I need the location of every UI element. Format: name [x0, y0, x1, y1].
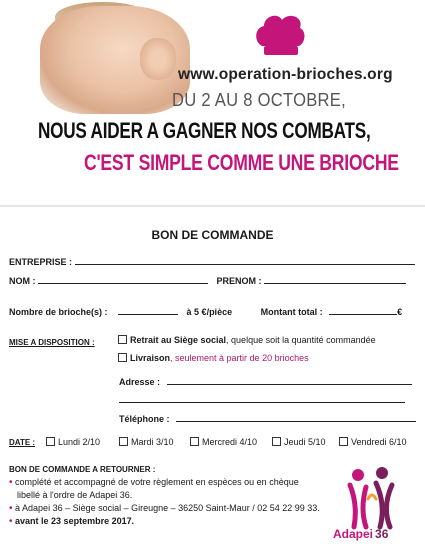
logo-name: Adapei [333, 527, 374, 541]
livraison-bold: Livraison [130, 353, 171, 363]
nom-field[interactable] [38, 274, 208, 284]
livraison-option[interactable] [118, 353, 309, 363]
day-label-5: Vendredi 6/10 [351, 437, 407, 447]
adapei-logo-text [333, 527, 388, 541]
day-option-4[interactable] [272, 437, 326, 447]
adresse-field[interactable] [167, 375, 412, 385]
telephone-label: Téléphone : [119, 414, 170, 424]
day-option-3[interactable] [190, 437, 257, 447]
prenom-field[interactable] [264, 274, 406, 284]
livraison-checkbox[interactable] [118, 353, 127, 362]
retour-item-3 [9, 516, 134, 527]
date-row [9, 437, 35, 447]
day-option-1[interactable] [46, 437, 100, 447]
nom-label: NOM : [9, 276, 36, 286]
retrait-option[interactable] [118, 335, 376, 345]
retour-item-text-1b: libellé à l'ordre de Adapei 36. [17, 490, 133, 500]
adresse-row [119, 375, 412, 387]
entreprise-label: ENTREPRISE : [9, 257, 73, 267]
day-option-2[interactable] [119, 437, 174, 447]
chef-hat-icon [252, 12, 308, 60]
adresse-row-2 [119, 393, 405, 405]
nom-prenom-row [9, 274, 406, 286]
day-option-5[interactable] [339, 437, 407, 447]
quantity-row [9, 305, 402, 317]
day-checkbox-3[interactable] [190, 437, 199, 446]
campaign-dates: DU 2 AU 8 OCTOBRE, [172, 90, 346, 110]
bullet-icon: • [9, 477, 13, 488]
mise-row [9, 337, 95, 347]
retour-item-1 [9, 477, 299, 488]
day-checkbox-5[interactable] [339, 437, 348, 446]
retrait-checkbox[interactable] [118, 335, 127, 344]
day-label-4: Jeudi 5/10 [284, 437, 326, 447]
livraison-rest: , seulement à partir de 20 brioches [170, 353, 309, 363]
slogan-line-1: NOUS AIDER A GAGNER NOS COMBATS, [38, 118, 371, 143]
adresse-label: Adresse : [119, 377, 161, 387]
retrait-bold: Retrait au Siège social [130, 335, 227, 345]
telephone-field[interactable] [176, 412, 416, 422]
adresse-field-2[interactable] [119, 393, 405, 403]
logo-number: 36 [375, 527, 389, 541]
retour-item-text-2: à Adapei 36 – Siège social – Gireugne – 36250 Saint-Maur / 02 54 22 99 33. [15, 503, 320, 513]
day-label-2: Mardi 3/10 [131, 437, 174, 447]
day-checkbox-2[interactable] [119, 437, 128, 446]
campaign-banner [0, 0, 425, 205]
bullet-icon: • [9, 503, 13, 514]
price-per-unit: à 5 €/pièce [186, 307, 233, 317]
montant-label: Montant total : [260, 307, 323, 317]
retour-item-2 [9, 503, 320, 514]
montant-field[interactable] [329, 305, 397, 315]
entreprise-field[interactable] [75, 255, 415, 265]
nombre-field[interactable] [118, 305, 178, 315]
retour-title-text: BON DE COMMANDE A RETOURNER : [9, 465, 156, 474]
entreprise-row [9, 255, 415, 267]
website-url: www.operation-brioches.org [178, 66, 393, 83]
date-label: DATE : [9, 438, 36, 447]
telephone-row [119, 412, 416, 424]
bullet-icon: • [9, 516, 13, 527]
retour-item-text-1: complété et accompagné de votre règlement en espèces ou en chèque [15, 477, 299, 487]
day-checkbox-4[interactable] [272, 437, 281, 446]
retour-title [9, 464, 155, 474]
mise-label: MISE A DISPOSITION : [9, 338, 95, 347]
prenom-label: PRENOM : [216, 276, 262, 286]
retour-item-text-3: avant le 23 septembre 2017. [15, 516, 135, 526]
day-label-1: Lundi 2/10 [58, 437, 101, 447]
retour-item-1b [17, 490, 132, 500]
day-label-3: Mercredi 4/10 [202, 437, 258, 447]
retrait-rest: , quelque soit la quantité commandée [226, 335, 376, 345]
day-checkbox-1[interactable] [46, 437, 55, 446]
slogan-line-2: C'EST SIMPLE COMME UNE BRIOCHE [84, 150, 399, 175]
nombre-label: Nombre de brioche(s) : [9, 307, 108, 317]
divider [0, 205, 425, 207]
currency-sign: € [397, 307, 403, 317]
raised-fist [140, 38, 176, 80]
form-title: BON DE COMMANDE [151, 228, 274, 242]
